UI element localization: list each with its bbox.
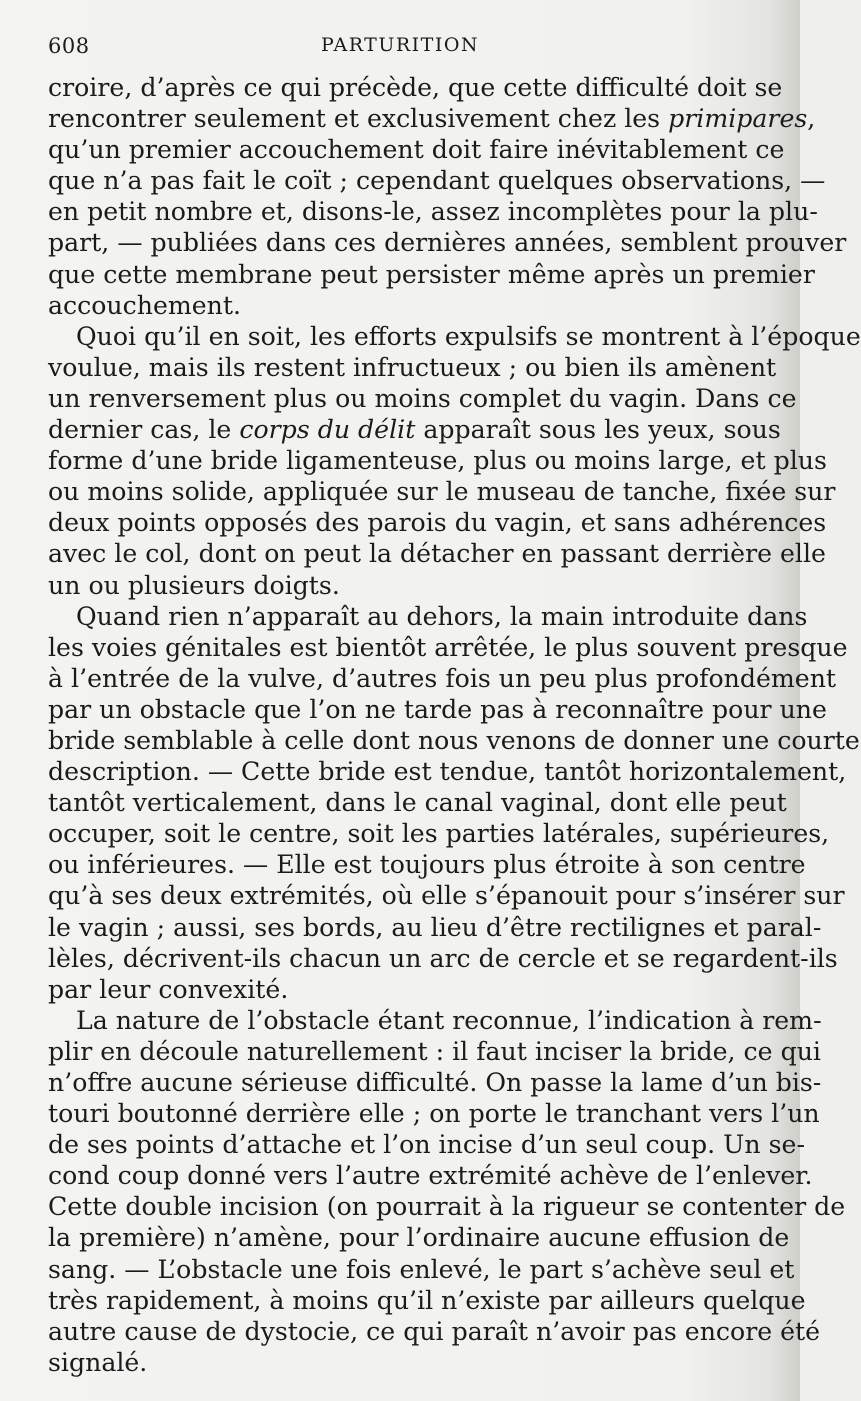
text-line: le vagin ; aussi, ses bords, au lieu d’être rectilignes et paral- (48, 912, 822, 942)
paragraph (48, 72, 847, 321)
text-line: autre cause de dystocie, ce qui paraît n’avoir pas encore été (48, 1316, 821, 1346)
page-header (48, 30, 752, 64)
text-line: à l’entrée de la vulve, d’autres fois un peu plus profondément (48, 663, 837, 693)
body-text (48, 72, 861, 1378)
text-line: part, — publiées dans ces dernières années, semblent prouver (48, 228, 847, 258)
text-line: de ses points d’attache et l’on incise d’un seul coup. Un se- (48, 1130, 805, 1160)
text-line: forme d’une bride ligamenteuse, plus ou moins large, et plus (48, 446, 827, 476)
text-line: voulue, mais ils restent infructueux ; ou bien ils amènent (48, 352, 777, 382)
text-line: signalé. (48, 1347, 148, 1377)
text-line: cond coup donné vers l’autre extrémité achève de l’enlever. (48, 1161, 813, 1191)
paragraph (48, 321, 861, 601)
text-line: que cette membrane peut persister même après un premier (48, 259, 815, 289)
text-line: Quand rien n’apparaît au dehors, la main introduite dans (76, 601, 808, 631)
running-head: PARTURITION (320, 34, 480, 56)
italic-term: corps du délit (239, 415, 416, 445)
paragraph (48, 601, 860, 1005)
text-line: par un obstacle que l’on ne tarde pas à reconnaître pour une (48, 694, 827, 724)
text-line: qu’un premier accouchement doit faire inévitablement ce (48, 135, 785, 165)
text-line: rencontrer seulement et exclusivement chez les primipares, (48, 104, 816, 134)
text-line: description. — Cette bride est tendue, tantôt horizontalement, (48, 757, 847, 787)
text-line: qu’à ses deux extrémités, où elle s’épanouit pour s’insérer sur (48, 881, 845, 911)
text-line: croire, d’après ce qui précède, que cette difficulté doit se (48, 73, 783, 102)
text-line: deux points opposés des parois du vagin, et sans adhérences (48, 508, 827, 538)
text-line: ou moins solide, appliquée sur le museau de tanche, fixée sur (48, 477, 836, 507)
text-line: dernier cas, le corps du délit apparaît sous les yeux, sous (48, 415, 781, 445)
text-line: lèles, décrivent-ils chacun un arc de cercle et se regardent-ils (48, 943, 838, 973)
text-line: que n’a pas fait le coït ; cependant quelques observations, — (48, 166, 826, 196)
text-line: par leur convexité. (48, 974, 289, 1004)
italic-term: primipares (668, 104, 808, 134)
text-line: un ou plusieurs doigts. (48, 570, 340, 600)
text-line: occuper, soit le centre, soit les parties latérales, supérieures, (48, 819, 830, 849)
text-line: avec le col, dont on peut la détacher en passant derrière elle (48, 539, 826, 569)
text-line: un renversement plus ou moins complet du vagin. Dans ce (48, 383, 797, 413)
text-line: touri boutonné derrière elle ; on porte le tranchant vers l’un (48, 1099, 820, 1129)
text-line: la première) n’amène, pour l’ordinaire aucune effusion de (48, 1223, 790, 1253)
paragraph (48, 1005, 846, 1378)
text-line: ou inférieures. — Elle est toujours plus étroite à son centre (48, 850, 806, 880)
text-line: accouchement. (48, 290, 241, 320)
text-line: sang. — L’obstacle une fois enlevé, le part s’achève seul et (48, 1254, 795, 1284)
text-line: les voies génitales est bientôt arrêtée, le plus souvent presque (48, 632, 848, 662)
text-line: en petit nombre et, disons-le, assez incomplètes pour la plu- (48, 197, 818, 227)
text-line: Cette double incision (on pourrait à la rigueur se contenter de (48, 1192, 846, 1222)
text-line: très rapidement, à moins qu’il n’existe par ailleurs quelque (48, 1285, 806, 1315)
text-line: bride semblable à celle dont nous venons de donner une courte (48, 725, 860, 755)
text-line: n’offre aucune sérieuse difficulté. On passe la lame d’un bis- (48, 1068, 822, 1097)
page-number: 608 (48, 34, 90, 58)
text-line: La nature de l’obstacle étant reconnue, l’indication à rem- (76, 1005, 822, 1035)
text-line: plir en découle naturellement : il faut inciser la bride, ce qui (48, 1036, 821, 1066)
text-line: Quoi qu’il en soit, les efforts expulsifs se montrent à l’époque (76, 321, 861, 351)
text-line: tantôt verticalement, dans le canal vaginal, dont elle peut (48, 788, 787, 818)
